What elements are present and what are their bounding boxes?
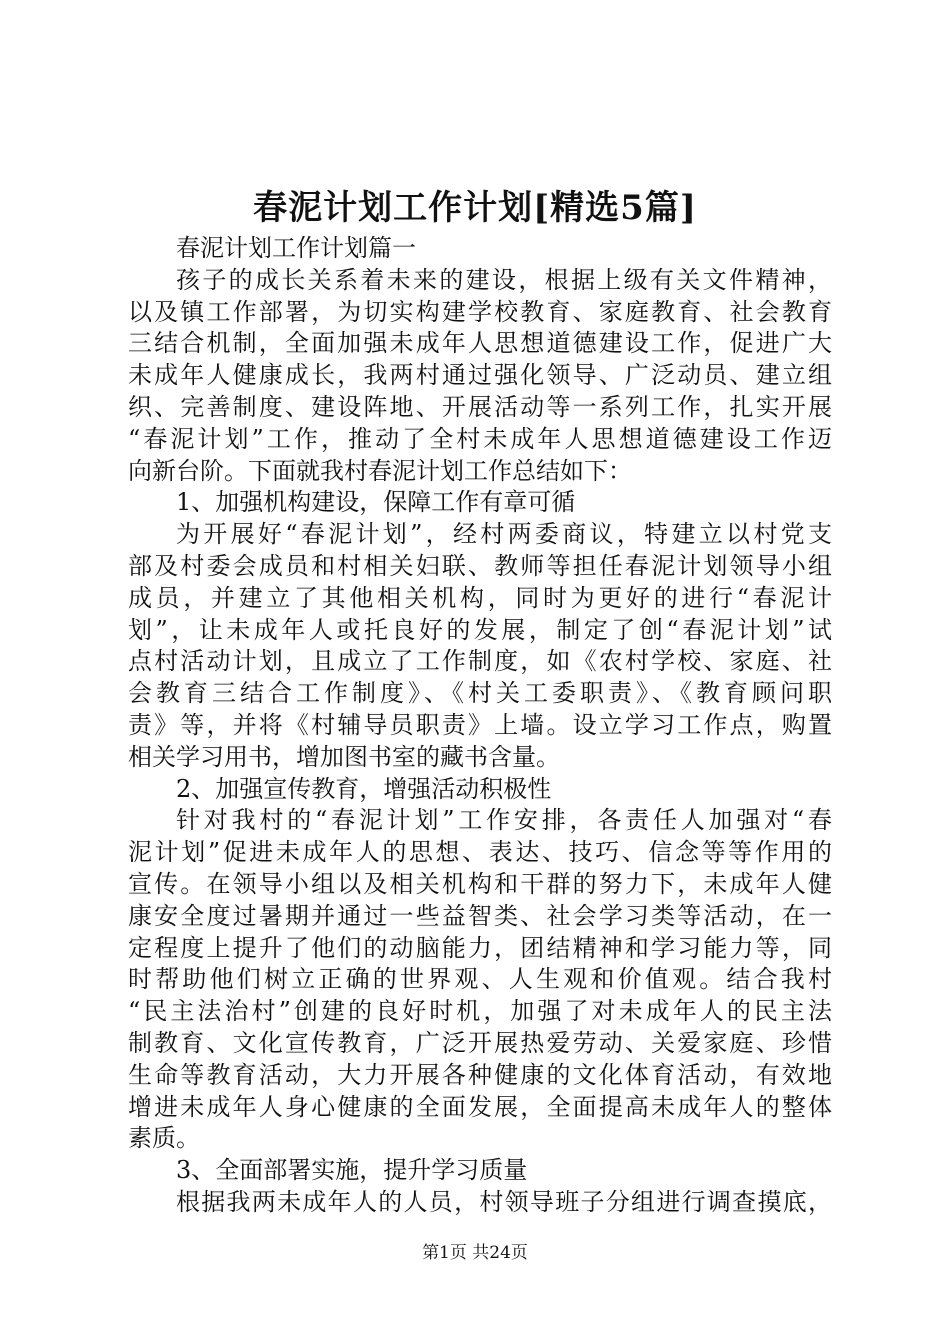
section-heading: 2、加强宣传教育，增强活动积极性 [176, 774, 552, 803]
paragraph-line: 宣传。在领导小组以及相关机构和干群的努力下，未成年人健 [128, 869, 832, 898]
paragraph-line: “民主法治村”创建的良好时机，加强了对未成年人的民主法 [128, 997, 832, 1026]
paragraph-line: 康安全度过暑期并通过一些益智类、社会学习类等活动，在一 [128, 901, 832, 930]
paragraph-line: 泥计划”促进未成年人的思想、表达、技巧、信念等等作用的 [128, 838, 832, 867]
paragraph-line: 素质。 [128, 1124, 200, 1153]
document-body [128, 233, 832, 1219]
paragraph-line: 三结合机制，全面加强未成年人思想道德建设工作，促进广大 [128, 329, 832, 358]
paragraph-line: 相关学习用书，增加图书室的藏书含量。 [128, 742, 560, 771]
paragraph-line: 会教育三结合工作制度》、《村关工委职责》、《教育顾问职 [128, 679, 832, 708]
paragraph-line: 孩子的成长关系着未来的建设，根据上级有关文件精神， [176, 265, 832, 294]
paragraph-line: 制教育、文化宣传教育，广泛开展热爱劳动、关爱家庭、珍惜 [128, 1028, 832, 1057]
document-title: 春泥计划工作计划[精选5篇] [253, 188, 697, 228]
paragraph-line: 时帮助他们树立正确的世界观、人生观和价值观。结合我村 [128, 965, 832, 994]
paragraph-line: 责》等，并将《村辅导员职责》上墙。设立学习工作点，购置 [128, 710, 832, 739]
section-heading: 春泥计划工作计划篇一 [176, 234, 416, 262]
section-heading: 3、全面部署实施，提升学习质量 [176, 1156, 528, 1185]
section-heading: 1、加强机构建设，保障工作有章可循 [176, 488, 576, 517]
paragraph-line: 为开展好“春泥计划”，经村两委商议，特建立以村党支 [176, 520, 832, 549]
paragraph-line: “春泥计划”工作，推动了全村未成年人思想道德建设工作迈 [128, 424, 832, 453]
paragraph-line: 部及村委会成员和村相关妇联、教师等担任春泥计划领导小组 [128, 551, 832, 580]
paragraph-line: 向新台阶。下面就我村春泥计划工作总结如下： [128, 456, 632, 485]
paragraph-line: 以及镇工作部署，为切实构建学校教育、家庭教育、社会教育 [128, 297, 832, 326]
paragraph-line: 划”，让未成年人或托良好的发展，制定了创“春泥计划”试 [128, 615, 832, 644]
paragraph-line: 定程度上提升了他们的动脑能力，团结精神和学习能力等，同 [128, 933, 832, 962]
paragraph-line: 成员，并建立了其他相关机构，同时为更好的进行“春泥计 [128, 583, 832, 612]
page-footer: 第1页 共24页 [422, 1243, 528, 1263]
paragraph-line: 根据我两未成年人的人员，村领导班子分组进行调查摸底， [176, 1187, 832, 1216]
paragraph-line: 织、完善制度、建设阵地、开展活动等一系列工作，扎实开展 [128, 392, 832, 421]
paragraph-line: 增进未成年人身心健康的全面发展，全面提高未成年人的整体 [128, 1092, 832, 1121]
paragraph-line: 针对我村的“春泥计划”工作安排，各责任人加强对“春 [176, 806, 832, 835]
paragraph-line: 未成年人健康成长，我两村通过强化领导、广泛动员、建立组 [128, 361, 832, 390]
paragraph-line: 生命等教育活动，大力开展各种健康的文化体育活动，有效地 [128, 1060, 832, 1089]
paragraph-line: 点村活动计划，且成立了工作制度，如《农村学校、家庭、社 [128, 647, 832, 676]
